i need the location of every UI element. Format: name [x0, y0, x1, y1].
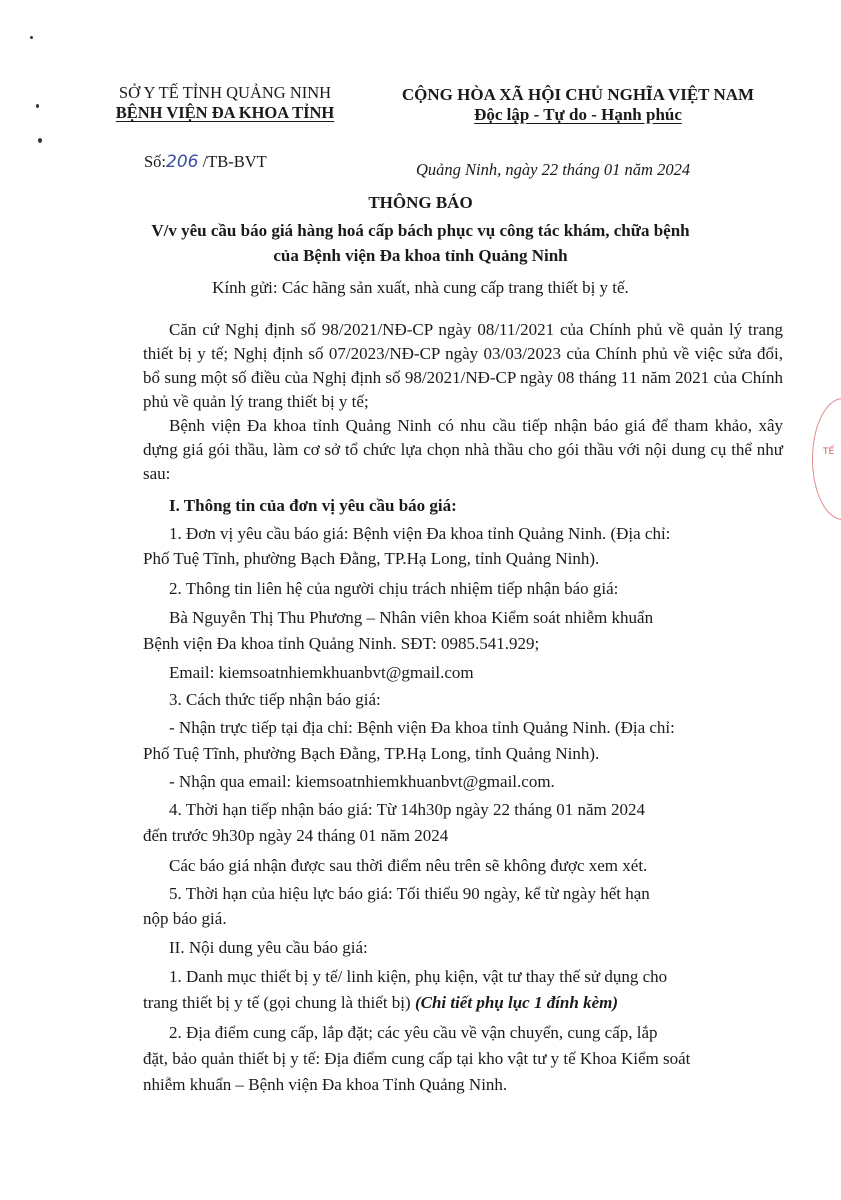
item-4-line-2: đến trước 9h30p ngày 24 tháng 01 năm 2024: [143, 826, 449, 845]
item-3-line-3: Phố Tuệ Tĩnh, phường Bạch Đằng, TP.Hạ Long, tỉnh Quảng Ninh).: [143, 744, 600, 763]
item-4-line-1: 4. Thời hạn tiếp nhận báo giá: Từ 14h30p ngày 22 tháng 01 năm 2024: [169, 800, 646, 819]
subject-line-1: V/v yêu cầu báo giá hàng hoá cấp bách phục vụ công tác khám, chữa bệnh: [151, 221, 690, 240]
item-2-line-2: Bà Nguyễn Thị Thu Phương – Nhân viên khoa Kiểm soát nhiễm khuẩn: [169, 608, 654, 627]
scan-speck: [38, 138, 42, 143]
item-4-line-3: Các báo giá nhận được sau thời điểm nêu trên sẽ không được xem xét.: [169, 856, 648, 875]
item-1-line-1: 1. Đơn vị yêu cầu báo giá: Bệnh viện Đa khoa tỉnh Quảng Ninh. (Địa chỉ:: [169, 524, 671, 543]
item-5-line-2: nộp báo giá.: [143, 909, 227, 928]
s2-item-2-line-2: đặt, bảo quản thiết bị y tế: Địa điểm cung cấp tại kho vật tư y tế Khoa Kiểm soát: [143, 1049, 691, 1068]
appendix-reference: (Chi tiết phụ lục 1 đính kèm): [414, 993, 619, 1012]
s2-item-1-line-1: 1. Danh mục thiết bị y tế/ linh kiện, phụ kiện, vật tư thay thế sử dụng cho: [169, 967, 668, 986]
item-3-line-4: - Nhận qua email: kiemsoatnhiemkhuanbvt@gmail.com.: [169, 772, 555, 791]
item-3-line-2: - Nhận trực tiếp tại địa chỉ: Bệnh viện Đa khoa tỉnh Quảng Ninh. (Địa chỉ:: [169, 718, 675, 737]
recipient-line: Kính gửi: Các hãng sản xuất, nhà cung cấp trang thiết bị y tế.: [212, 278, 629, 297]
item-3-line-1: 3. Cách thức tiếp nhận báo giá:: [169, 690, 381, 709]
item-2-line-1: 2. Thông tin liên hệ của người chịu trách nhiệm tiếp nhận báo giá:: [169, 579, 619, 598]
item-5-line-1: 5. Thời hạn của hiệu lực báo giá: Tối thiểu 90 ngày, kể từ ngày hết hạn: [169, 884, 650, 903]
hospital-name: BỆNH VIỆN ĐA KHOA TỈNH: [115, 103, 335, 122]
document-number-suffix: /TB-BVT: [202, 152, 267, 171]
red-seal-stamp: TẾ: [812, 398, 841, 520]
s2-item-2-line-1: 2. Địa điểm cung cấp, lắp đặt; các yêu cầu về vận chuyển, cung cấp, lắp: [169, 1023, 658, 1042]
national-title: CỘNG HÒA XÃ HỘI CHỦ NGHĨA VIỆT NAM: [401, 85, 755, 104]
subject-line-2: của Bệnh viện Đa khoa tỉnh Quảng Ninh: [273, 246, 568, 265]
document-title: THÔNG BÁO: [368, 193, 473, 212]
national-motto: Độc lập - Tự do - Hạnh phúc: [474, 105, 682, 124]
document-date: Quảng Ninh, ngày 22 tháng 01 năm 2024: [416, 160, 691, 179]
s2-item-2-line-3: nhiễm khuẩn – Bệnh viện Đa khoa Tỉnh Quảng Ninh.: [143, 1075, 508, 1094]
scan-speck: [30, 36, 33, 39]
document-number-handwritten: 206: [166, 152, 199, 172]
s2-item-1-line-2: trang thiết bị y tế (gọi chung là thiết bị) (Chi tiết phụ lục 1 đính kèm): [143, 993, 619, 1012]
item-2-line-3: Bệnh viện Đa khoa tỉnh Quảng Ninh. SĐT: 0985.541.929;: [143, 634, 540, 653]
document-number-prefix: Số:: [144, 152, 167, 171]
document-number: [144, 152, 267, 172]
item-2-email: Email: kiemsoatnhiemkhuanbvt@gmail.com: [169, 663, 474, 682]
section-2-heading: II. Nội dung yêu cầu báo giá:: [169, 938, 368, 957]
paragraph-request: Bệnh viện Đa khoa tỉnh Quảng Ninh có nhu cầu tiếp nhận báo giá để tham khảo, xây dựng giá gói thầu, làm cơ sở tổ chức lựa chọn nhà thầu cho gói thầu với nội dung cụ thể như sau:: [143, 416, 783, 483]
ministry-name: SỞ Y TẾ TỈNH QUẢNG NINH: [118, 83, 332, 102]
section-1-heading: I. Thông tin của đơn vị yêu cầu báo giá:: [169, 496, 457, 515]
paragraph-legal-basis: Căn cứ Nghị định số 98/2021/NĐ-CP ngày 08/11/2021 của Chính phủ về quản lý trang thiết bị y tế; Nghị định số 07/2023/NĐ-CP ngày 03/03/2023 của Chính phủ về việc sửa đổi, bổ sung một số điều của Nghị định số 98/2021/NĐ-CP ngày 08 tháng 11 năm 2021 của Chính phủ về quản lý trang thiết bị y tế;: [143, 320, 783, 411]
scan-speck: [36, 104, 39, 108]
item-1-line-2: Phố Tuệ Tĩnh, phường Bạch Đằng, TP.Hạ Long, tỉnh Quảng Ninh).: [143, 549, 600, 568]
